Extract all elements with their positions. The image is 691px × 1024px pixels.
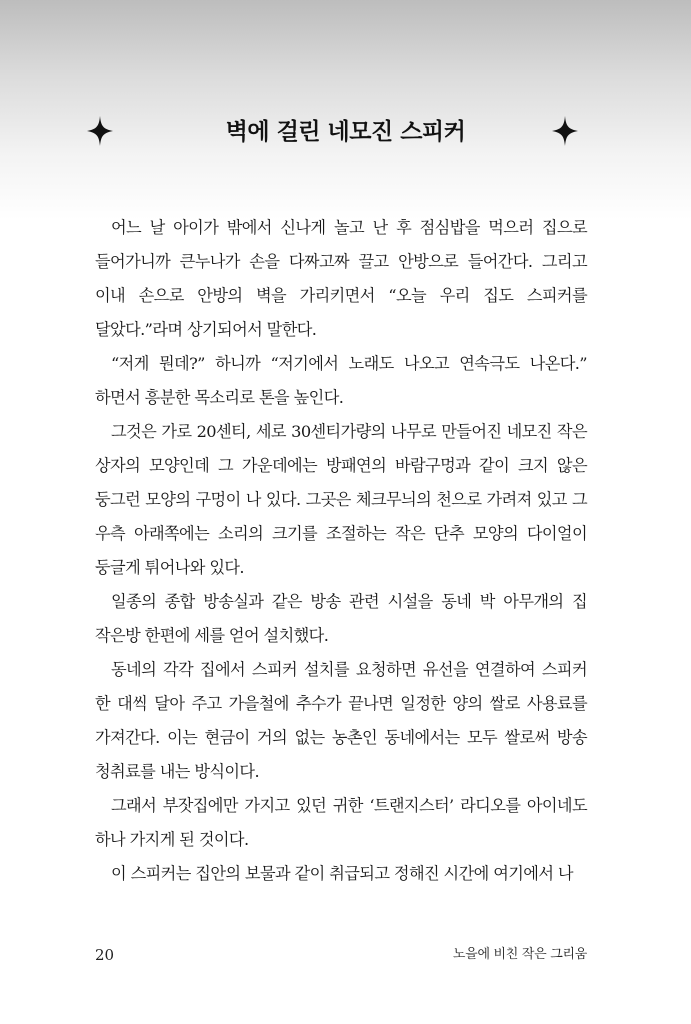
chapter-title-row [0, 112, 691, 152]
paragraph: “저게 뭔데?” 하니까 “저기에서 노래도 나오고 연속극도 나온다.” 하면서 흥분한 목소리로 톤을 높인다. [95, 354, 587, 407]
paragraph: 동네의 각각 집에서 스피커 설치를 요청하면 유선을 연결하여 스피커 한 대씩 달아 주고 가을철에 추수가 끝나면 일정한 양의 쌀로 사용료를 가져간다. 이는 현금이 거의 없는 농촌인 동네에서는 모두 쌀로써 방송 청취료를 내는 방식이다. [95, 660, 587, 781]
running-footer-book-title: 노을에 비친 작은 그리움 [452, 947, 587, 962]
four-point-star-icon [552, 116, 578, 146]
paragraph: 어느 날 아이가 밖에서 신나게 놀고 난 후 점심밥을 먹으러 집으로 들어가니까 큰누나가 손을 다짜고짜 끌고 안방으로 들어간다. 그리고 이내 손으로 안방의 벽을 가리키면서 “오늘 우리 집도 스피커를 달았다.”라며 상기되어서 말한다. [95, 218, 587, 339]
paragraph: 일종의 종합 방송실과 같은 방송 관련 시설을 동네 박 아무개의 집 작은방 한편에 세를 얻어 설치했다. [95, 592, 587, 645]
chapter-title: 벽에 걸린 네모진 스피커 [225, 119, 466, 145]
paragraph: 그래서 부잣집에만 가지고 있던 귀한 ‘트랜지스터’ 라디오를 아이네도 하나 가지게 된 것이다. [95, 796, 587, 849]
page-number: 20 [95, 946, 115, 964]
chapter-header-band [0, 0, 691, 220]
body-text [95, 211, 587, 891]
paragraph: 이 스피커는 집안의 보물과 같이 취급되고 정해진 시간에 여기에서 나 [111, 864, 573, 883]
paragraph: 그것은 가로 20센티, 세로 30센티가량의 나무로 만들어진 네모진 작은 상자의 모양인데 그 가운데에는 방패연의 바람구멍과 같이 크지 않은 둥그런 모양의 구멍이 나 있다. 그곳은 체크무늬의 천으로 가려져 있고 그 우측 아래쪽에는 소리의 크기를 조절하는 작은 단추 모양의 다이얼이 둥글게 튀어나와 있다. [95, 422, 587, 577]
